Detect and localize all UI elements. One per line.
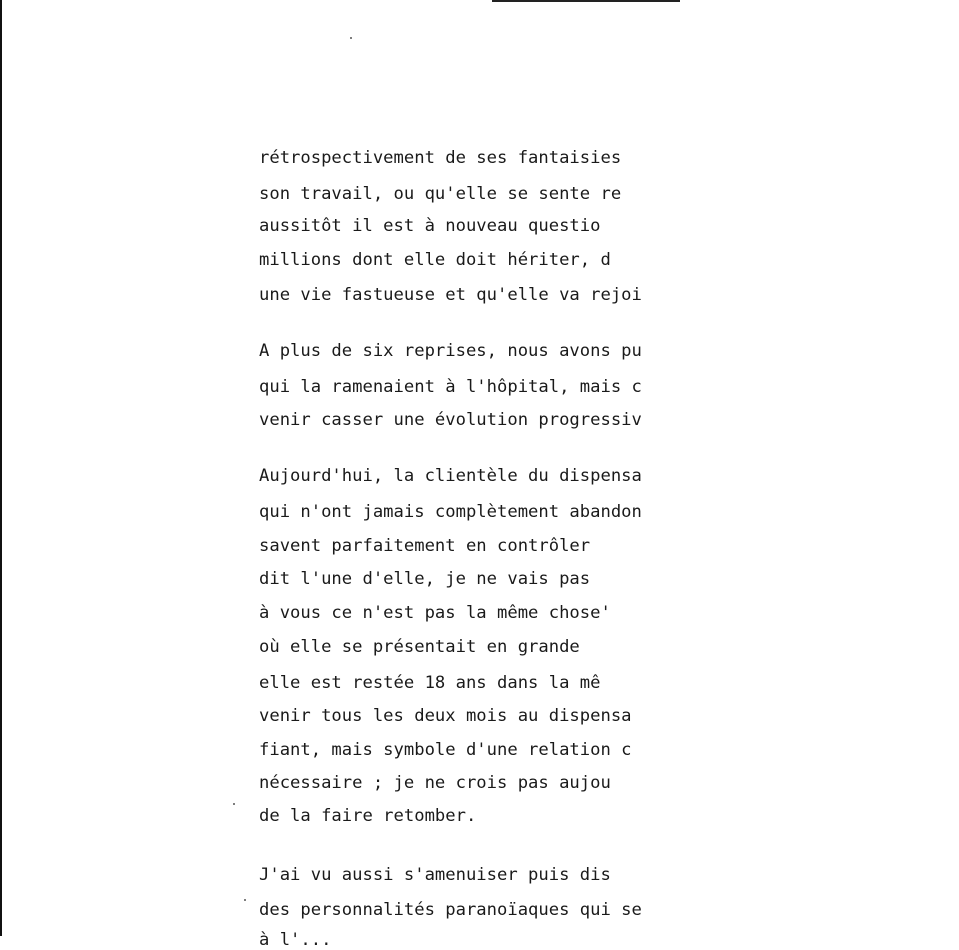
text-line: où elle se présentait en grande [259,637,580,657]
text-line: des personnalités paranoïaques qui se [259,900,642,920]
text-line: elle est restée 18 ans dans la mê [259,673,601,693]
text-line: une vie fastueuse et qu'elle va rejoi [259,285,642,305]
text-line: venir casser une évolution progressiv [259,410,642,430]
text-line: de la faire retomber. [259,806,477,826]
scan-speck [233,803,235,805]
text-line: J'ai vu aussi s'amenuiser puis dis [259,865,611,885]
page-left-edge [0,0,2,936]
text-line: rétrospectivement de ses fantaisies [259,148,622,168]
text-line: aussitôt il est à nouveau questio [259,216,601,236]
text-line: qui la ramenaient à l'hôpital, mais c [259,377,642,397]
text-line: dit l'une d'elle, je ne vais pas [259,569,591,589]
text-line: son travail, ou qu'elle se sente re [259,184,622,204]
text-line: à vous ce n'est pas la même chose' [259,603,611,623]
text-line: venir tous les deux mois au dispensa [259,706,632,726]
scan-speck [244,899,246,901]
text-line: millions dont elle doit hériter, d [259,250,611,270]
text-line: A plus de six reprises, nous avons pu [259,341,642,361]
text-line: savent parfaitement en contrôler [259,536,591,556]
text-line: à l'... [259,930,332,950]
text-line: Aujourd'hui, la clientèle du dispensa [259,466,642,486]
body-text [259,0,959,950]
text-line: fiant, mais symbole d'une relation c [259,740,632,760]
text-line: qui n'ont jamais complètement abandon [259,502,642,522]
text-line: nécessaire ; je ne crois pas aujou [259,773,611,793]
